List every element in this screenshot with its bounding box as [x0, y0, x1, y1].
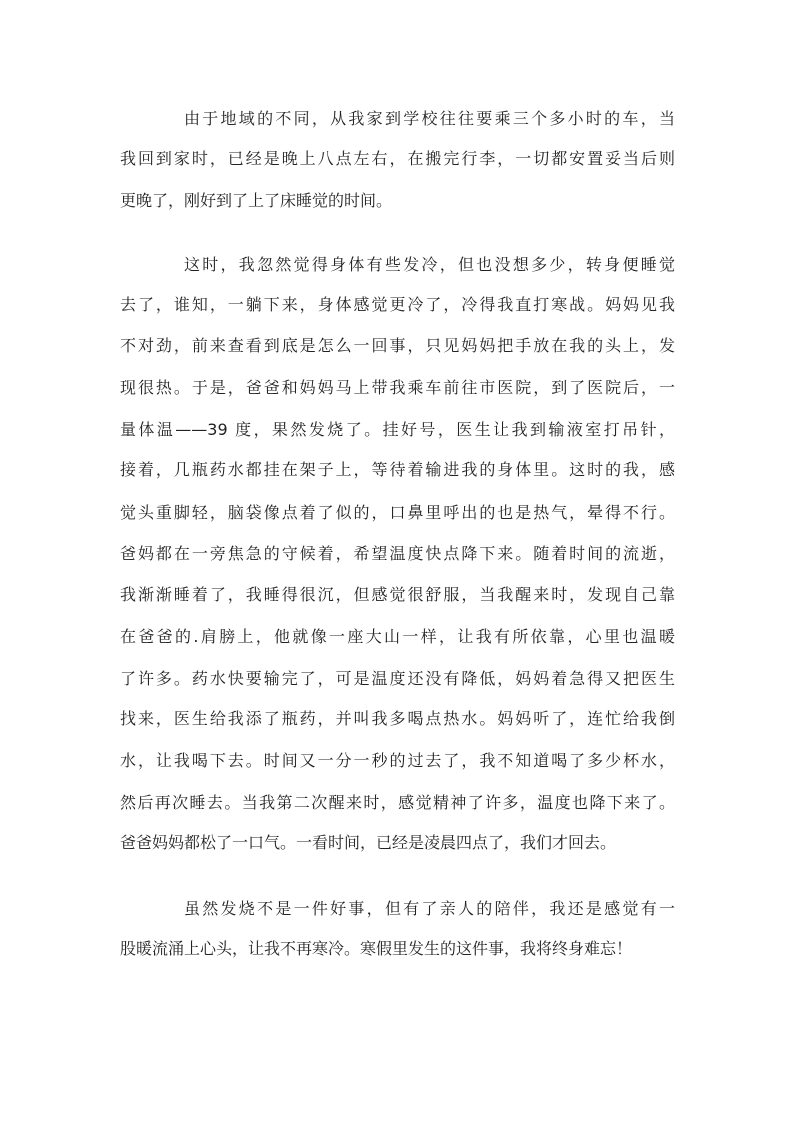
paragraph-2-line-1: 这时，我忽然觉得身体有些发冷，但也没想多少，转身便睡觉 [184, 255, 675, 274]
paragraph-2-line-3: 不对劲，前来查看到底是怎么一回事，只见妈妈把手放在我的头上，发 [120, 336, 675, 355]
paragraph-2-line-12: 找来，医生给我添了瓶药，并叫我多喝点热水。妈妈听了，连忙给我倒 [120, 709, 675, 728]
paragraph-2-line-6: 接着，几瓶药水都挂在架子上，等待着输进我的身体里。这时的我，感 [120, 460, 675, 479]
paragraph-2-line-13: 水，让我喝下去。时间又一分一秒的过去了，我不知道喝了多少杯水， [120, 751, 675, 770]
paragraph-2-line-9: 我渐渐睡着了，我睡得很沉，但感觉很舒服，当我醒来时，发现自己靠 [120, 585, 675, 604]
paragraph-2-line-14: 然后再次睡去。当我第二次醒来时，感觉精神了许多，温度也降下来了。 [120, 793, 675, 812]
paragraph-3-line-2: 股暖流涌上心头，让我不再寒冷。寒假里发生的这件事，我将终身难忘！ [120, 939, 633, 958]
paragraph-1-line-3: 更晚了，刚好到了上了床睡觉的时间。 [120, 191, 393, 210]
paragraph-3-line-1: 虽然发烧不是一件好事，但有了亲人的陪伴，我还是感觉有一 [184, 899, 675, 918]
paragraph-2-line-2: 去了，谁知，一躺下来，身体感觉更冷了，冷得我直打寒战。妈妈见我 [120, 295, 675, 314]
paragraph-1-line-1: 由于地域的不同，从我家到学校往往要乘三个多小时的车，当 [184, 109, 675, 128]
paragraph-2-line-15: 爸爸妈妈都松了一口气。一看时间，已经是凌晨四点了，我们才回去。 [120, 833, 617, 852]
paragraph-2-line-8: 爸妈都在一旁焦急的守候着，希望温度快点降下来。随着时间的流逝， [120, 544, 675, 563]
paragraph-2-line-11: 了许多。药水快要输完了，可是温度还没有降低，妈妈着急得又把医生 [120, 669, 675, 688]
paragraph-2-line-7: 觉头重脚轻，脑袋像点着了似的，口鼻里呼出的也是热气，晕得不行。 [120, 503, 675, 522]
paragraph-1-line-2: 我回到家时，已经是晚上八点左右，在搬完行李，一切都安置妥当后则 [120, 149, 675, 168]
paragraph-2-line-5: 量体温——39 度，果然发烧了。挂好号，医生让我到输液室打吊针， [120, 420, 675, 439]
paragraph-2-line-4: 现很热。于是，爸爸和妈妈马上带我乘车前往市医院，到了医院后，一 [120, 378, 675, 397]
paragraph-2-line-10: 在爸爸的.肩膀上，他就像一座大山一样，让我有所依靠，心里也温暖 [120, 627, 675, 646]
